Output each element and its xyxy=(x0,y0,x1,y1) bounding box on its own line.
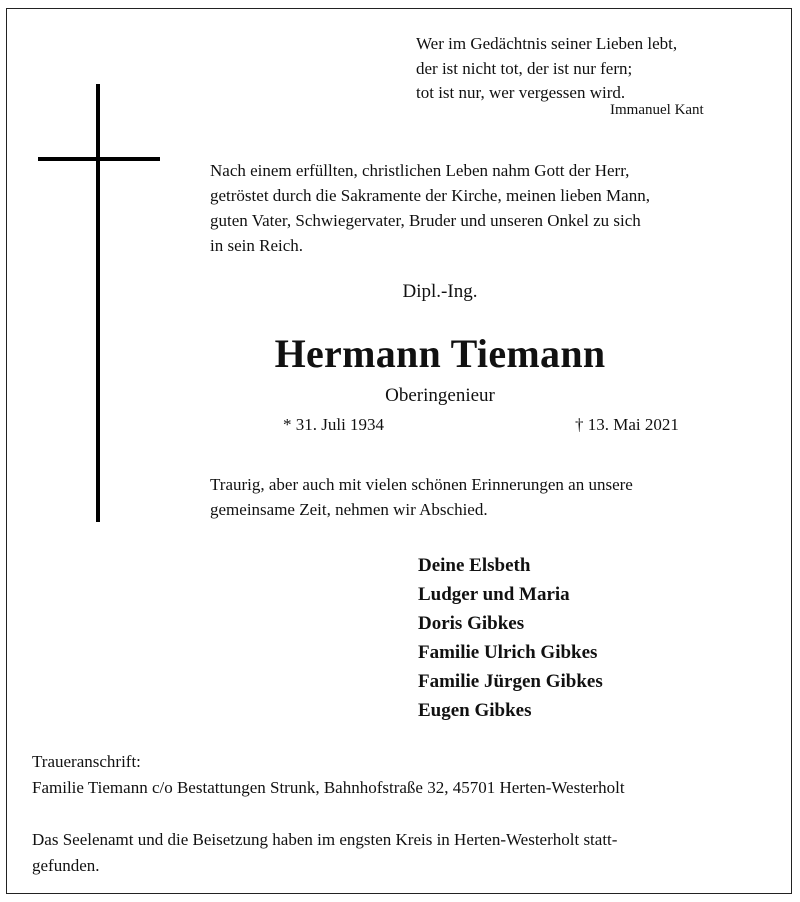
cross-icon-horizontal-bar xyxy=(38,157,160,161)
mourners-list xyxy=(418,551,603,725)
funeral-note-line: gefunden. xyxy=(32,856,100,875)
mourner-name: Deine Elsbeth xyxy=(418,555,531,576)
quote-line: tot ist nur, wer vergessen wird. xyxy=(416,83,626,102)
intro-paragraph xyxy=(210,158,650,258)
intro-line: Nach einem erfüllten, christlichen Leben nahm Gott der Herr, xyxy=(210,161,630,180)
deceased-occupation: Oberingenieur xyxy=(385,385,495,406)
mourner-name: Familie Ulrich Gibkes xyxy=(418,642,598,663)
mourner-name: Doris Gibkes xyxy=(418,613,525,634)
quote-line: der ist nicht tot, der ist nur fern; xyxy=(416,58,633,78)
intro-line: in sein Reich. xyxy=(210,236,304,255)
birth-date: * 31. Juli 1934 xyxy=(283,415,385,434)
academic-title: Dipl.-Ing. xyxy=(402,281,478,302)
death-date: † 13. Mai 2021 xyxy=(575,415,679,434)
mourner-name: Ludger und Maria xyxy=(418,584,570,605)
memorial-quote xyxy=(416,32,677,106)
quote-author: Immanuel Kant xyxy=(610,102,704,118)
farewell-line: gemeinsame Zeit, nehmen wir Abschied. xyxy=(210,500,488,519)
farewell-paragraph xyxy=(210,472,633,522)
address-text: Familie Tiemann c/o Bestattungen Strunk, Bahnhofstraße 32, 45701 Herten-Westerholt xyxy=(32,778,625,797)
deceased-name: Hermann Tiemann xyxy=(274,331,606,376)
farewell-line: Traurig, aber auch mit vielen schönen Erinnerungen an unsere xyxy=(210,475,633,494)
mourner-name: Eugen Gibkes xyxy=(418,700,532,721)
funeral-note xyxy=(32,827,617,879)
intro-line: guten Vater, Schwiegervater, Bruder und unseren Onkel zu sich xyxy=(210,211,641,230)
cross-icon-vertical-bar xyxy=(96,84,100,522)
funeral-note-line: Das Seelenamt und die Beisetzung haben im engsten Kreis in Herten-Westerholt statt- xyxy=(32,830,618,849)
address-label: Traueranschrift: xyxy=(32,752,141,771)
intro-line: getröstet durch die Sakramente der Kirche, meinen lieben Mann, xyxy=(210,186,650,205)
mourner-name: Familie Jürgen Gibkes xyxy=(418,671,603,692)
mourning-address xyxy=(32,749,625,801)
quote-line: Wer im Gedächtnis seiner Lieben lebt, xyxy=(416,34,678,53)
